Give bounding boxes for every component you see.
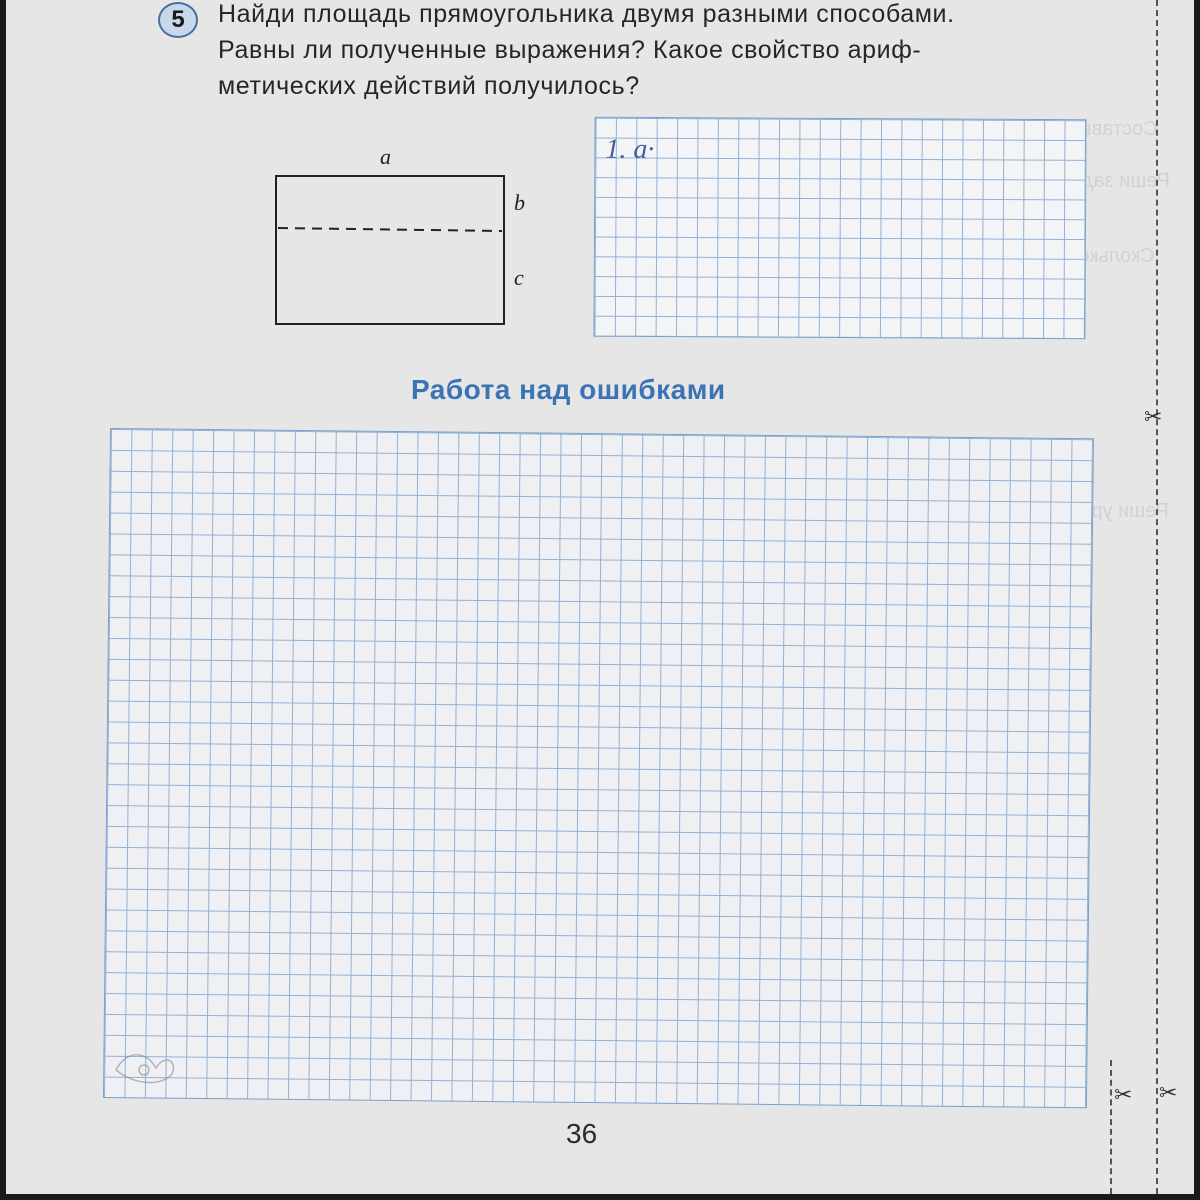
scissors-icon: ✂ [1159, 1080, 1178, 1105]
corrections-grid[interactable] [103, 428, 1094, 1108]
workbook-page [6, 0, 1194, 1194]
handwriting-text: 1. a· [605, 133, 655, 166]
bleed-through-text: Составь Реши Сколько Реши [1078, 118, 1170, 522]
section-title: Работа над ошибками [411, 374, 726, 405]
rectangle-outline [276, 176, 504, 324]
scissors-icon: ✂ [1114, 1082, 1133, 1107]
label-a: a [380, 144, 391, 169]
cut-line-inner [1110, 1060, 1112, 1194]
cut-line-dashed [1156, 0, 1158, 1194]
flower-ornament-icon [106, 1030, 186, 1090]
answer-grid[interactable] [593, 117, 1086, 340]
scissors-icon: ✂ [1144, 404, 1163, 429]
rectangle-diagram [236, 140, 546, 330]
task-number-badge: 5 [158, 2, 198, 38]
page-number: 36 [566, 1118, 598, 1149]
label-c: c [514, 265, 524, 290]
task-text-line-1: Найди площадь прямоугольника двумя разными способами. [218, 0, 955, 28]
task-text-line-3: метических действий получилось? [218, 72, 640, 100]
label-b: b [514, 190, 525, 215]
dashed-divider [278, 228, 502, 231]
handwritten-answer [601, 124, 711, 175]
task-text-line-2: Равны ли полученные выражения? Какое свойство ариф- [218, 36, 922, 64]
